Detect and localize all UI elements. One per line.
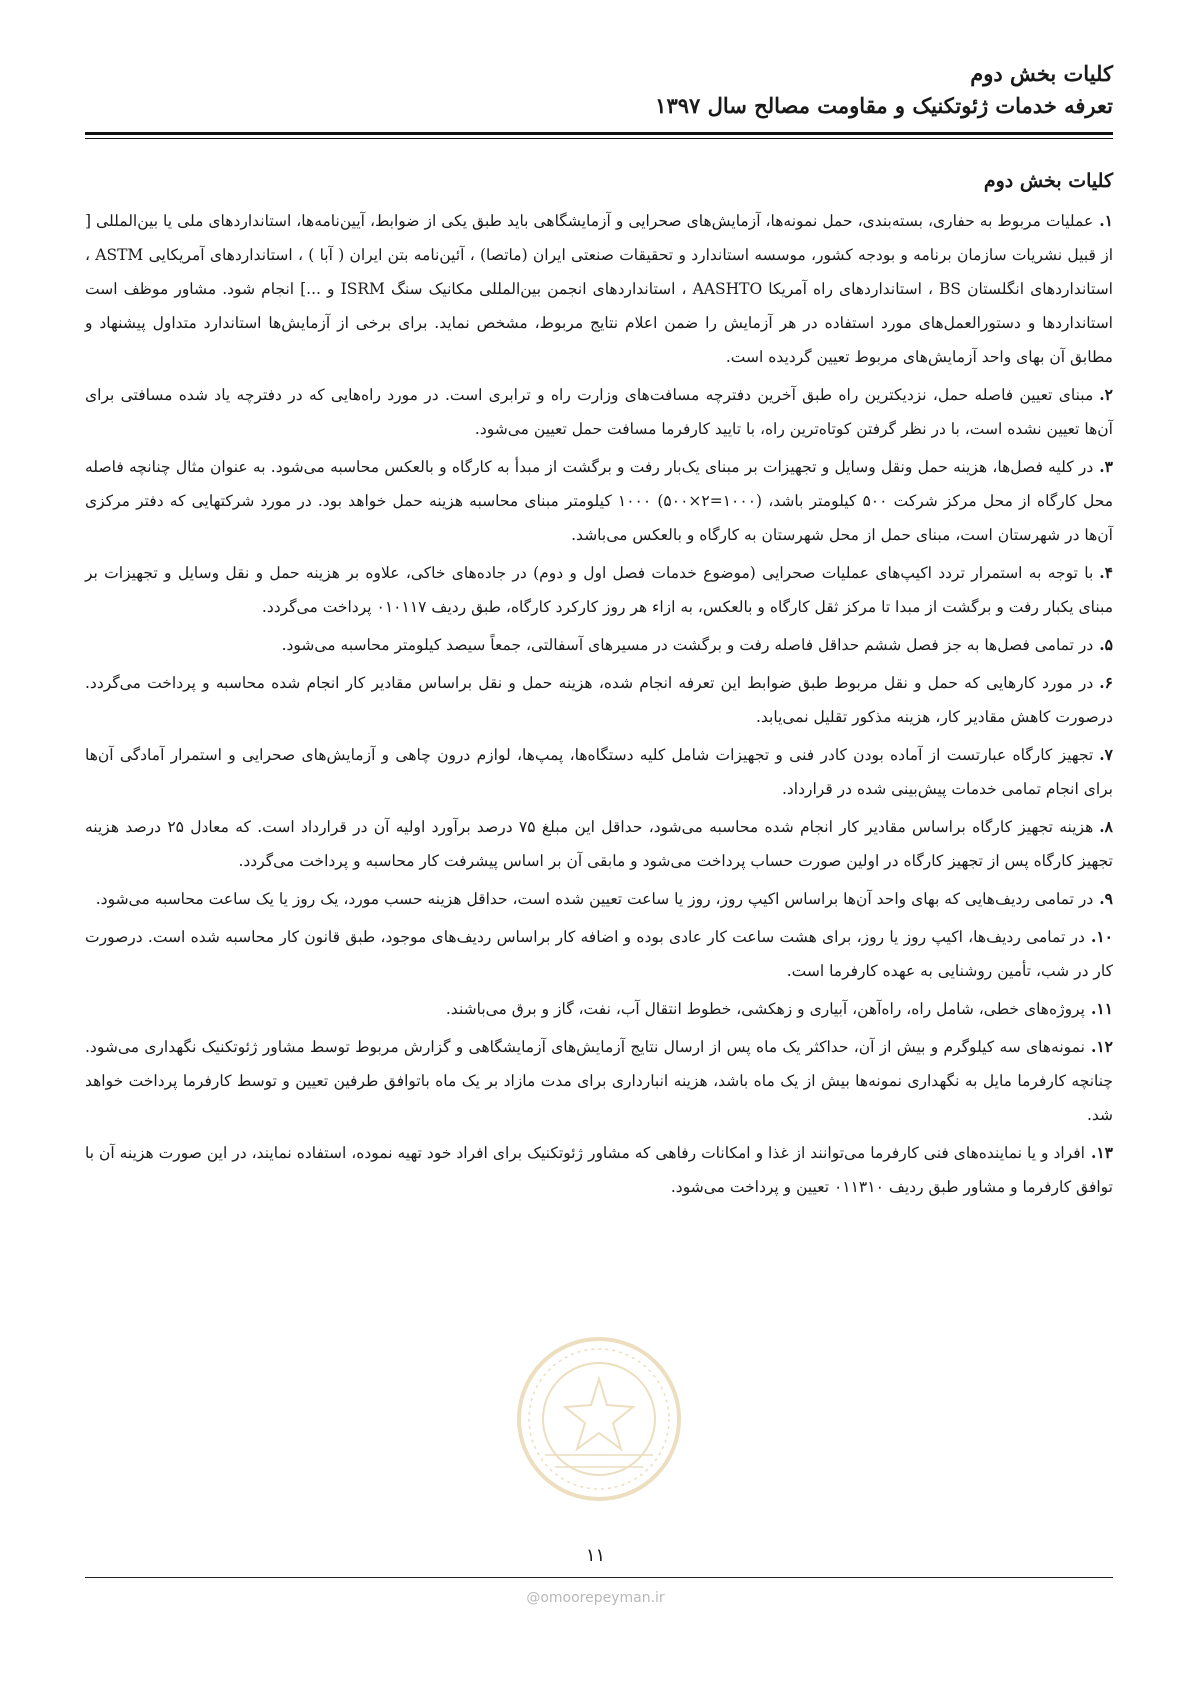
paragraph-6 bbox=[85, 666, 1113, 734]
paragraph-text: پروژه‌های خطی، شامل راه، راه‌آهن، آبیاری و زهکشی، خطوط انتقال آب، نفت، گاز و برق می‌باشند. bbox=[445, 1000, 1085, 1018]
paragraph-number: ۱. bbox=[1099, 211, 1113, 230]
footer-rule bbox=[85, 1577, 1113, 1578]
paragraph-number: ۱۰. bbox=[1090, 927, 1113, 946]
paragraph-number: ۱۱. bbox=[1090, 999, 1113, 1018]
paragraph-text: عملیات مربوط به حفاری، بسته‌بندی، حمل نمونه‌ها، آزمایش‌های صحرایی و آزمایشگاهی باید طبق یکی از ضوابط، آیین‌نامه‌ها، استانداردهای ملی یا بین‌المللی [ از قبیل نشریات سازمان برنامه و بودجه کشور، موسسه استاندارد و تحقیقات صنعتی ایران (ماتصا) ، آئین‌نامه بتن ایران ( آبا ) ، استانداردهای آمریکایی ASTM ، استانداردهای انگلستان BS ، استانداردهای راه آمریکا AASHTO ، استانداردهای انجمن بین‌المللی مکانیک سنگ ISRM و ...] انجام شود. مشاور موظف است استانداردها و دستورالعمل‌های مورد استفاده در هر آزمایش را ضمن اعلام نتایج مربوط، مشخص نماید. برای برخی از آزمایش‌ها استاندارد متداول پیشنهاد و مطابق آن بهای واحد آزمایش‌های مربوط تعیین گردیده است. bbox=[85, 212, 1113, 366]
paragraph-4 bbox=[85, 556, 1113, 624]
header-section-title: کلیات بخش دوم bbox=[970, 61, 1113, 86]
header-rule-thick bbox=[85, 132, 1113, 135]
paragraph-1 bbox=[85, 204, 1113, 374]
paragraph-text: در مورد کارهایی که حمل و نقل مربوط طبق ضوابط این تعرفه انجام شده، هزینه حمل و نقل براساس مقادیر کار انجام شده محاسبه و پرداخت می‌گردد. درصورت کاهش مقادیر کار، هزینه مذکور تقلیل نمی‌یابد. bbox=[85, 674, 1113, 726]
paragraph-3 bbox=[85, 450, 1113, 552]
paragraph-7 bbox=[85, 738, 1113, 806]
paragraph-text: نمونه‌های سه کیلوگرم و بیش از آن، حداکثر یک ماه پس از ارسال نتایج آزمایش‌های آزمایشگاهی و گزارش مربوط توسط مشاور ژئوتکنیک نگهداری می‌شود. چنانچه کارفرما مایل به نگهداری نمونه‌ها بیش از یک ماه باشد، هزینه انبارداری برای مدت مازاد بر یک ماه باتوافق طرفین تعیین و توسط کارفرما پرداخت خواهد شد. bbox=[85, 1038, 1113, 1124]
header-document-title: تعرفه خدمات ژئوتکنیک و مقاومت مصالح سال ۱۳۹۷ bbox=[655, 93, 1113, 118]
content-body bbox=[85, 204, 1113, 1208]
paragraph-number: ۴. bbox=[1099, 563, 1113, 582]
paragraph-text: با توجه به استمرار تردد اکیپ‌های عملیات صحرایی (موضوع خدمات فصل اول و دوم) در جاده‌های خاکی، علاوه بر هزینه حمل و نقل وسایل و تجهیزات بر مبنای یکبار رفت و برگشت از مبدا تا مرکز ثقل کارگاه و بالعکس، به ازاء هر روز کارکرد کارگاه، طبق ردیف ۰۱۰۱۱۷ پرداخت می‌گردد. bbox=[85, 564, 1113, 616]
paragraph-13 bbox=[85, 1136, 1113, 1204]
paragraph-number: ۱۲. bbox=[1090, 1037, 1113, 1056]
paragraph-text: مبنای تعیین فاصله حمل، نزدیکترین راه طبق آخرین دفترچه مسافت‌های وزارت راه و ترابری است. در مورد راه‌هایی که در دفترچه یاد شده مسافتی برای آن‌ها تعیین نشده است، با در نظر گرفتن کوتاه‌ترین راه، با تایید کارفرما مسافت حمل تعیین می‌شود. bbox=[85, 386, 1113, 438]
paragraph-number: ۲. bbox=[1099, 385, 1113, 404]
paragraph-text: تجهیز کارگاه عبارتست از آماده بودن کادر فنی و تجهیزات شامل کلیه دستگاه‌ها، پمپ‌ها، لوازم درون چاهی و آزمایش‌های صحرایی و استمرار آمادگی آن‌ها برای انجام تمامی خدمات پیش‌بینی شده در قرارداد. bbox=[85, 746, 1113, 798]
paragraph-8 bbox=[85, 810, 1113, 878]
paragraph-9 bbox=[85, 882, 1113, 916]
paragraph-number: ۱۳. bbox=[1090, 1143, 1113, 1162]
paragraph-text: افراد و یا نماینده‌های فنی کارفرما می‌توانند از غذا و امکانات رفاهی که مشاور ژئوتکنیک برای افراد خود تهیه نموده، استفاده نمایند، در این صورت هزینه آن با توافق کارفرما و مشاور طبق ردیف ۰۱۱۳۱۰ تعیین و پرداخت می‌شود. bbox=[85, 1144, 1113, 1196]
paragraph-text: در تمامی فصل‌ها به جز فصل ششم حداقل فاصله رفت و برگشت در مسیرهای آسفالتی، جمعاً سیصد کیلومتر محاسبه می‌شود. bbox=[281, 636, 1094, 654]
section-title: کلیات بخش دوم bbox=[983, 170, 1113, 192]
header-rule-thin bbox=[85, 138, 1113, 139]
paragraph-number: ۳. bbox=[1099, 457, 1113, 476]
watermark-seal-icon bbox=[515, 1335, 683, 1503]
paragraph-2 bbox=[85, 378, 1113, 446]
paragraph-5 bbox=[85, 628, 1113, 662]
footer-website[interactable]: @omoorepeyman.ir bbox=[526, 1590, 665, 1606]
page-number: ۱۱ bbox=[585, 1545, 606, 1566]
paragraph-number: ۵. bbox=[1099, 635, 1113, 654]
paragraph-number: ۶. bbox=[1099, 673, 1113, 692]
paragraph-number: ۹. bbox=[1099, 889, 1113, 908]
paragraph-text: هزینه تجهیز کارگاه براساس مقادیر کار انجام شده محاسبه می‌شود، حداقل این مبلغ ۷۵ درصد برآورد اولیه آن در قرارداد است. که معادل ۲۵ درصد هزینه تجهیز کارگاه پس از تجهیز کارگاه در اولین صورت حساب پرداخت می‌شود و مابقی آن بر اساس پیشرفت کار محاسبه و پرداخت می‌گردد. bbox=[85, 818, 1113, 870]
paragraph-12 bbox=[85, 1030, 1113, 1132]
paragraph-text: در تمامی ردیف‌هایی که بهای واحد آن‌ها براساس اکیپ روز، روز یا ساعت تعیین شده است، حداقل هزینه حسب مورد، یک روز یا یک ساعت محاسبه می‌شود. bbox=[95, 890, 1094, 908]
paragraph-text: در کلیه فصل‌ها، هزینه حمل ونقل وسایل و تجهیزات بر مبنای یک‌بار رفت و برگشت از مبدأ به کارگاه و بالعکس محاسبه می‌شود. به عنوان مثال چنانچه فاصله محل کارگاه از محل مرکز شرکت ۵۰۰ کیلومتر باشد، (۱۰۰۰=۲×۵۰۰) ۱۰۰۰ کیلومتر مبنای محاسبه هزینه حمل خواهد بود. در مورد شرکتهایی که دفتر مرکزی آن‌ها در شهرستان است، مبنای حمل از محل شهرستان به کارگاه و بالعکس می‌باشد. bbox=[85, 458, 1114, 544]
paragraph-number: ۷. bbox=[1099, 745, 1113, 764]
paragraph-11 bbox=[85, 992, 1113, 1026]
paragraph-text: در تمامی ردیف‌ها، اکیپ روز یا روز، برای هشت ساعت کار عادی بوده و اضافه کار براساس ردیف‌های موجود، طبق قانون کار محاسبه شده است. درصورت کار در شب، تأمین روشنایی به عهده کارفرما است. bbox=[85, 928, 1113, 980]
paragraph-10 bbox=[85, 920, 1113, 988]
page-header bbox=[78, 58, 1113, 122]
paragraph-number: ۸. bbox=[1099, 817, 1113, 836]
